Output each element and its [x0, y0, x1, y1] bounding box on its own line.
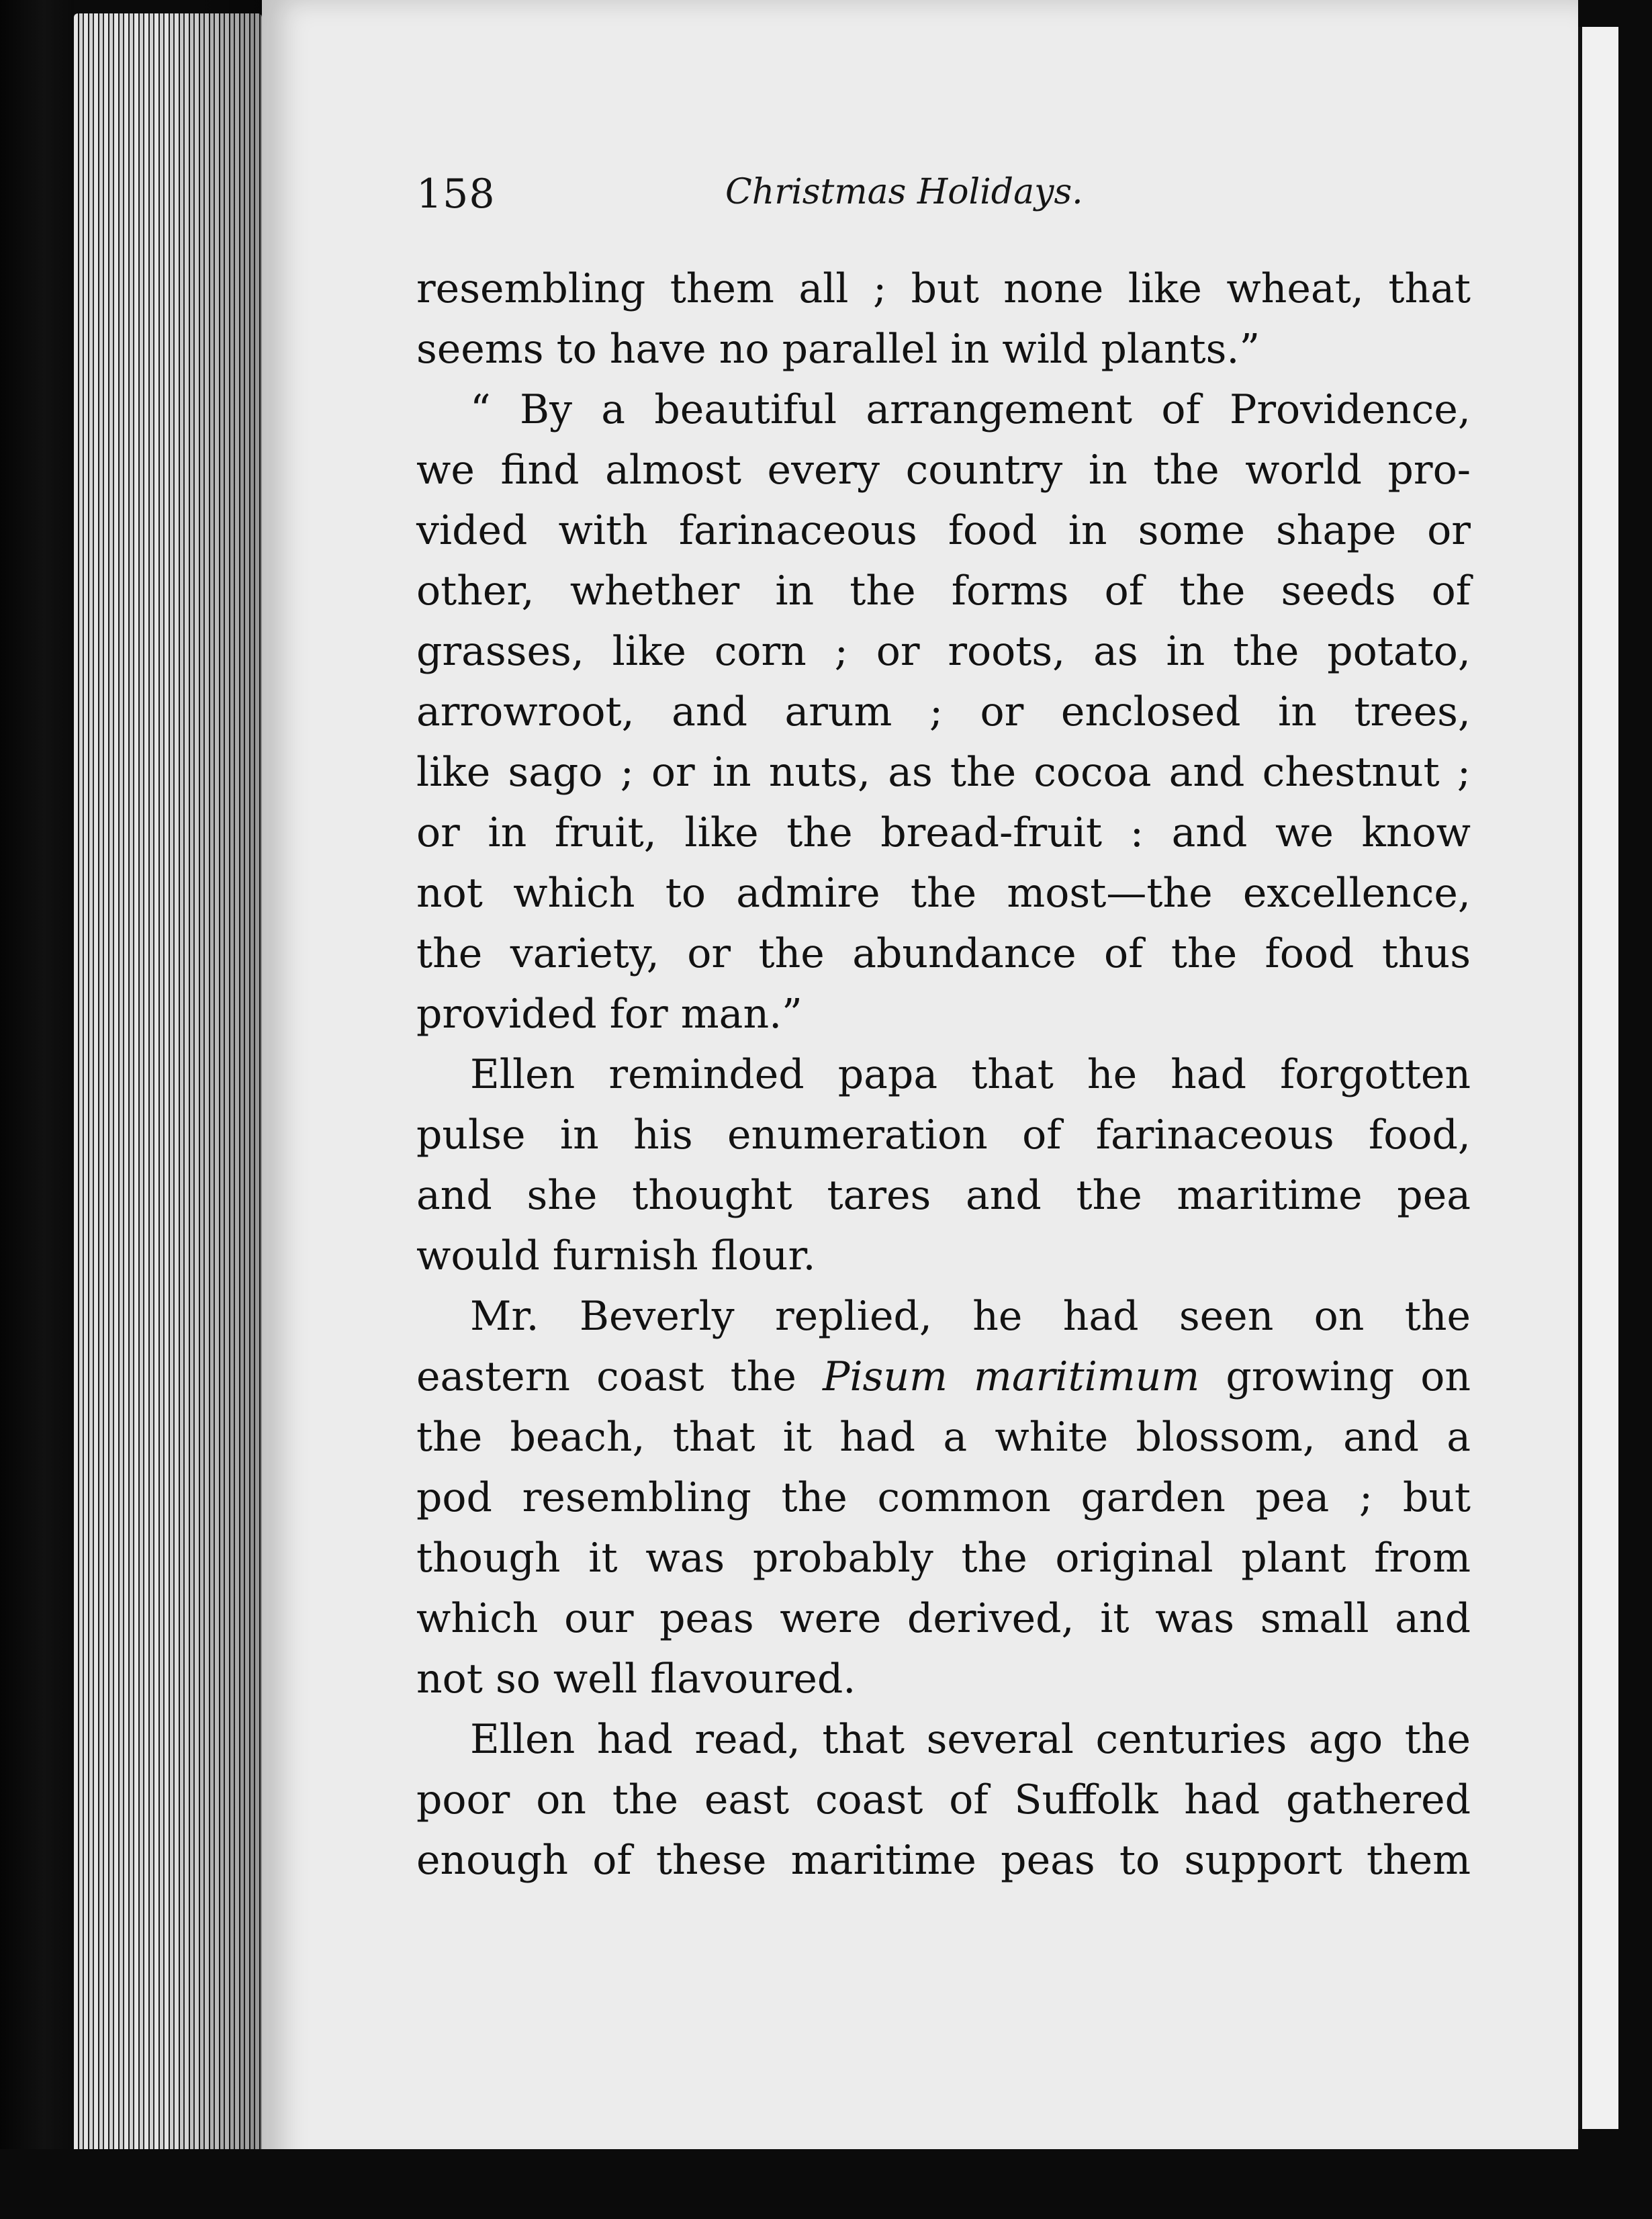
- text-line: and she thought tares and the maritime pea: [416, 1172, 1471, 1219]
- scan-edge-right: [1618, 0, 1652, 2219]
- text-line: not which to admire the most—the excellence,: [416, 870, 1471, 917]
- scan-edge-left: [0, 0, 74, 2219]
- text-line: arrowroot, and arum ; or enclosed in trees,: [416, 688, 1471, 735]
- text-line: Mr. Beverly replied, he had seen on the: [470, 1293, 1471, 1340]
- text-fragment: eastern coast the: [416, 1353, 823, 1400]
- text-line: pulse in his enumeration of farinaceous food,: [416, 1112, 1471, 1159]
- text-fragment: growing on: [1199, 1353, 1471, 1400]
- text-line: resembling them all ; but none like wheat, that: [416, 265, 1471, 312]
- text-line: Ellen reminded papa that he had forgotten: [470, 1051, 1471, 1098]
- italic-species-name: Pisum maritimum: [822, 1353, 1200, 1400]
- text-line: would furnish flour.: [416, 1232, 816, 1279]
- text-line: seems to have no parallel in wild plants.”: [416, 326, 1260, 373]
- body-text: [416, 259, 1471, 1891]
- text-line: the beach, that it had a white blossom, and a: [416, 1414, 1471, 1461]
- text-line: provided for man.”: [416, 991, 802, 1038]
- text-line: pod resembling the common garden pea ; but: [416, 1474, 1471, 1521]
- text-line: enough of these maritime peas to support them: [416, 1837, 1471, 1884]
- text-line: or in fruit, like the bread-fruit : and we know: [416, 809, 1471, 856]
- text-line: Ellen had read, that several centuries ago the: [470, 1716, 1471, 1763]
- page-number: 158: [416, 171, 496, 218]
- text-line: we find almost every country in the world pro-: [416, 447, 1471, 494]
- spine-shadow: [168, 0, 262, 2219]
- text-line: though it was probably the original plant from: [416, 1535, 1471, 1582]
- text-line: which our peas were derived, it was small and: [416, 1595, 1471, 1642]
- text-line: grasses, like corn ; or roots, as in the potato,: [416, 628, 1471, 675]
- text-line-italic-mixed: [416, 1347, 1471, 1407]
- text-line: like sago ; or in nuts, as the cocoa and chestnut ;: [416, 749, 1471, 796]
- text-line: poor on the east coast of Suffolk had gathered: [416, 1776, 1471, 1823]
- text-line: vided with farinaceous food in some shape or: [416, 507, 1471, 554]
- text-line: other, whether in the forms of the seeds of: [416, 568, 1471, 615]
- running-header: [416, 168, 1168, 228]
- text-line: not so well flavoured.: [416, 1656, 856, 1703]
- text-line: the variety, or the abundance of the food thus: [416, 930, 1471, 977]
- text-line: “ By a beautiful arrangement of Providence,: [470, 386, 1471, 433]
- scan-edge-bottom: [0, 2149, 1652, 2219]
- running-title: Christmas Holidays.: [725, 172, 1083, 212]
- facing-page-edge: [1578, 27, 1622, 2129]
